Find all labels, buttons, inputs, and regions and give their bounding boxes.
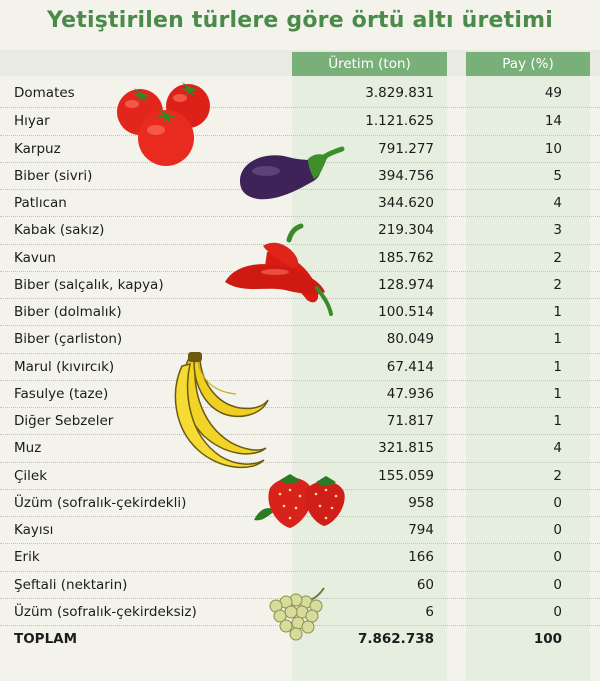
crop-name: Biber (salçalık, kapya) (14, 276, 164, 293)
production-value: 185.762 (378, 249, 434, 266)
total-share: 100 (533, 631, 562, 647)
production-value: 344.620 (378, 195, 434, 211)
crop-name: Çilek (14, 467, 48, 484)
crop-name: Üzüm (sofralık-çekirdeksiz) (14, 603, 197, 620)
share-value: 0 (553, 494, 562, 511)
table-row (0, 107, 600, 134)
production-value: 60 (416, 576, 434, 593)
table-row (0, 543, 600, 570)
strawberry-icon (250, 470, 352, 532)
share-value: 0 (553, 549, 562, 566)
crop-name: Hıyar (14, 113, 50, 130)
banana-icon (160, 352, 272, 472)
crop-name: Fasulye (taze) (14, 385, 109, 402)
share-value: 4 (553, 440, 562, 457)
crop-name: Muz (14, 440, 42, 457)
production-value: 1.121.625 (365, 113, 434, 130)
share-value: 1 (553, 385, 562, 402)
production-value: 100.514 (378, 304, 434, 320)
table-row (0, 380, 600, 407)
table-row (0, 80, 600, 107)
production-value: 47.936 (386, 385, 434, 402)
grape-icon (258, 584, 340, 642)
share-value: 3 (553, 222, 562, 239)
tomato-icon (112, 80, 220, 168)
share-value: 10 (544, 140, 562, 157)
crop-name: Biber (sivri) (14, 167, 93, 184)
crop-name: Karpuz (14, 140, 61, 157)
crop-name: Patlıcan (14, 195, 67, 211)
production-value: 958 (408, 494, 434, 511)
production-value: 6 (425, 603, 434, 620)
share-header: Pay (%) (466, 52, 590, 76)
share-value: 2 (553, 276, 562, 293)
crop-name: Üzüm (sofralık-çekirdekli) (14, 494, 187, 511)
production-value: 166 (408, 549, 434, 566)
share-value: 5 (553, 167, 562, 184)
crop-name: Şeftali (nektarin) (14, 576, 128, 593)
production-value: 67.414 (386, 358, 434, 375)
pepper-icon (205, 222, 340, 322)
share-value: 0 (553, 603, 562, 620)
eggplant-icon (236, 145, 346, 203)
table-row (0, 325, 600, 352)
production-value: 791.277 (378, 140, 434, 157)
share-value: 2 (553, 467, 562, 484)
share-value: 1 (553, 413, 562, 429)
share-value: 1 (553, 358, 562, 375)
share-value: 14 (544, 113, 562, 130)
crop-name: Biber (çarliston) (14, 331, 123, 348)
production-value: 321.815 (378, 440, 434, 457)
share-value: 1 (553, 304, 562, 320)
crop-name: Kavun (14, 249, 56, 266)
share-value: 1 (553, 331, 562, 348)
crop-name: Kabak (sakız) (14, 222, 105, 239)
production-value: 394.756 (378, 167, 434, 184)
production-value: 80.049 (386, 331, 434, 348)
production-value: 155.059 (378, 467, 434, 484)
production-value: 219.304 (378, 222, 434, 239)
table-row (0, 434, 600, 461)
share-value: 0 (553, 522, 562, 538)
share-value: 4 (553, 195, 562, 211)
crop-name: Biber (dolmalık) (14, 304, 122, 320)
page-title: Yetiştirilen türlere göre örtü altı üretimi (47, 8, 553, 33)
crop-name: Erik (14, 549, 40, 566)
share-value: 0 (553, 576, 562, 593)
total-label: TOPLAM (14, 631, 78, 647)
production-value: 794 (408, 522, 434, 538)
crop-name: Kayısı (14, 522, 54, 538)
production-header: Üretim (ton) (292, 52, 447, 76)
production-value: 128.974 (378, 276, 434, 293)
table-row (0, 407, 600, 434)
crop-name: Marul (kıvırcık) (14, 358, 115, 375)
production-value: 3.829.831 (365, 85, 434, 101)
crop-name: Domates (14, 85, 75, 101)
total-production: 7.862.738 (357, 631, 434, 647)
crop-name: Diğer Sebzeler (14, 413, 114, 429)
production-value: 71.817 (386, 413, 434, 429)
table-row (0, 353, 600, 380)
share-value: 2 (553, 249, 562, 266)
share-value: 49 (544, 85, 562, 101)
